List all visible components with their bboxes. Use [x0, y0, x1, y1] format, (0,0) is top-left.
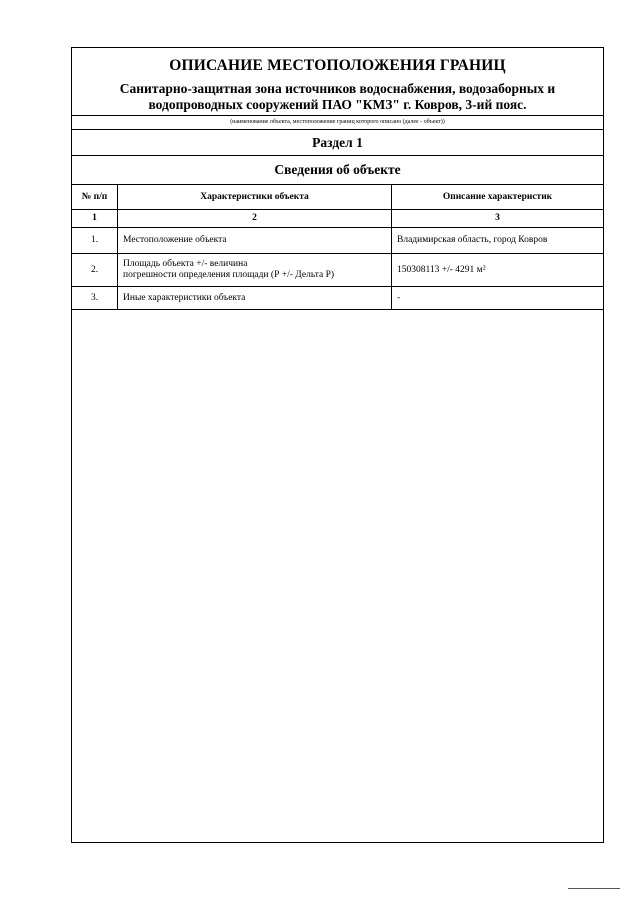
row-characteristic-line-1: Площадь объекта +/- величина [123, 259, 248, 269]
column-number-1: 1 [72, 210, 118, 227]
object-caption: (наименование объекта, местоположение границ которого описано (далее - объект)) [72, 116, 603, 130]
row-characteristic [118, 254, 392, 286]
header-characteristic: Характеристики объекта [118, 185, 392, 209]
column-number-2: 2 [118, 210, 392, 227]
object-name [72, 81, 603, 113]
table-column-numbers-row [72, 210, 603, 228]
header-description: Описание характеристик [442, 191, 553, 202]
info-heading: Сведения об объекте [72, 156, 603, 185]
row-characteristic-line-2: погрешности определения площади (Р +/- Дельта Р) [123, 270, 335, 280]
row-number: 1. [72, 228, 118, 253]
table-row [72, 254, 603, 287]
header-number: № п/п [72, 185, 118, 209]
row-description: Владимирская область, город Ковров [397, 235, 548, 245]
object-name-line-1: Санитарно-защитная зона источников водоснабжения, водозаборных и [119, 81, 556, 96]
row-number: 3. [72, 287, 118, 309]
table-row [72, 228, 603, 254]
footer-rule [568, 888, 620, 889]
table-header-row [72, 185, 603, 210]
object-name-line-2: водопроводных сооружений ПАО "КМЗ" г. Ковров, 3-ий пояс. [148, 97, 527, 112]
row-characteristic: Иные характеристики объекта [118, 287, 392, 309]
column-number-3: 3 [495, 213, 500, 223]
row-characteristic: Местоположение объекта [118, 228, 392, 253]
title-block [72, 48, 603, 116]
document-frame [71, 47, 604, 843]
row-number: 2. [72, 254, 118, 286]
table-row [72, 287, 603, 310]
section-title: Раздел 1 [72, 130, 603, 156]
row-description: 150308113 +/- 4291 м² [397, 264, 486, 275]
row-description: - [397, 292, 401, 303]
document-title: ОПИСАНИЕ МЕСТОПОЛОЖЕНИЯ ГРАНИЦ [169, 57, 506, 74]
